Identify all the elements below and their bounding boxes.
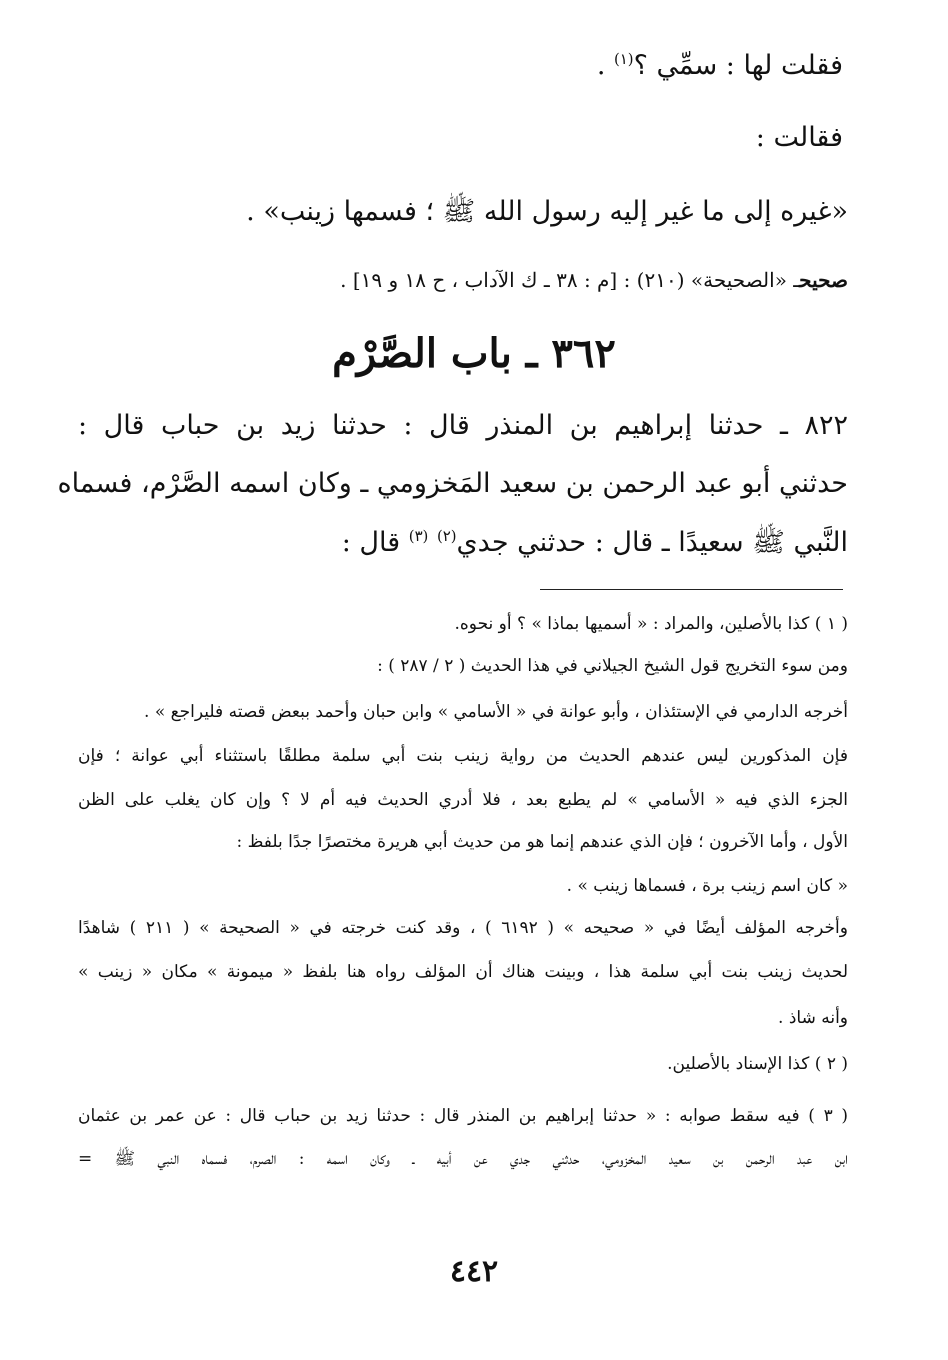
hadith-line-3 [342,525,848,565]
quote-line: «غيره إلى ما غير إليه رسول الله ﷺ ؛ فسمها زينب» . [246,196,848,227]
line1-text: فقلت لها : سمِّي ؟ [633,50,843,81]
chapter-title: ٣٦٢ ـ باب الصَّرْم [332,330,616,377]
footnote-line: ابن عبد الرحمن بن سعيد المخزومي، حدثني جدي عن أبيه ـ وكان اسمه : الصرم، فسماه النبي ﷺ = [78,1149,848,1169]
footnote-2: ( ٢ ) كذا الإسناد بالأصلين. [667,1054,848,1074]
footnote-line: فإن المذكورين ليس عندهم الحديث من رواية زينب بنت أبي سلمة مطلقًا باستثناء أبي عوانة ؛ فإن [78,746,848,766]
hadith-line-2: حدثني أبو عبد الرحمن بن سعيد المَخزومي ـ وكان اسمه الصَّرْم، فسماه [57,468,848,499]
footnote-line: لحديث زينب بنت أبي سلمة هذا ، وبينت هناك أن المؤلف رواه هنا بلفظ « ميمونة » مكان « زينب » [78,962,848,982]
line1-end: . [596,50,614,81]
hadith-line-3-end: قال : [341,527,409,558]
footnote-line: أخرجه الدارمي في الإستئذان ، وأبو عوانة في « الأسامي » وابن حبان وأحمد ببعض قصته فليراجع » . [144,702,848,722]
footnote-ref-1: (١) [614,50,634,68]
page-number: ٤٤٢ [449,1254,499,1289]
footnote-ref-2: (٢) [436,527,457,545]
footnote-line: « كان اسم زينب برة ، فسماها زينب » . [566,876,848,896]
footnote-line: وأنه شاذ . [778,1008,848,1028]
footnote-line: وأخرجه المؤلف أيضًا في « صحيحه » ( ٦١٩٢ ) ، وقد كنت خرجته في « الصحيحة » ( ٢١١ ) شاهدًا [78,918,848,938]
text-line-1 [597,50,843,81]
footnote-divider [540,589,843,590]
grading-label: صحيح [799,268,848,292]
footnote-3: ( ٣ ) فيه سقط صوابه : « حدثنا إبراهيم بن المنذر قال : حدثنا زيد بن حباب قال : عن عمر بن عثمان [78,1106,848,1126]
footnote-1: ( ١ ) كذا بالأصلين، والمراد : « أسميها بماذا » ؟ أو نحوه. [454,614,848,634]
grading-line [340,268,848,292]
footnote-ref-3: (٣) [408,527,429,545]
footnote-line: ومن سوء التخريج قول الشيخ الجيلاني في هذا الحديث ( ٢ / ٢٨٧ ) : [377,656,848,676]
text-line-2: فقالت : [755,122,843,153]
footnote-line: الأول ، وأما الآخرون ؛ فإن الذي عندهم إنما هو من حديث أبي هريرة مختصرًا جدًا بلفظ : [236,832,848,852]
footnote-line: الجزء الذي فيه « الأسامي » لم يطبع بعد ، فلا أدري الحديث فيه أم لا ؟ وإن كان يغلب على الظن [78,790,848,810]
grading-text: ـ «الصحيحة» (٢١٠) : [م : ٣٨ ـ ك الآداب ، ح ١٨ و ١٩] . [340,268,800,292]
hadith-line-1: ٨٢٢ ـ حدثنا إبراهيم بن المنذر قال : حدثنا زيد بن حباب قال : [78,410,848,441]
hadith-line-3-text: النَّبي ﷺ سعيدًا ـ قال : حدثني جدي [456,527,848,558]
